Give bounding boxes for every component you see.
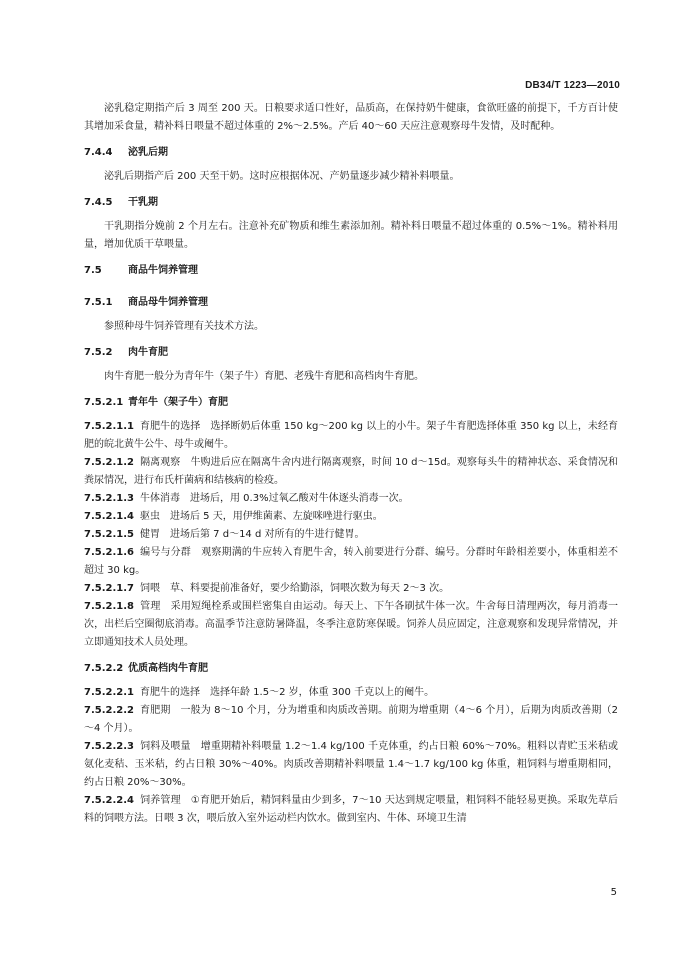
clause-text: 育肥牛的选择 选择断奶后体重 150 kg～200 kg 以上的小牛。架子牛育肥选择体重 350 kg 以上，未经育肥的皖北黄牛公牛、母牛或阉牛。 bbox=[84, 421, 618, 450]
clause-item bbox=[84, 490, 618, 508]
section-heading bbox=[84, 294, 618, 312]
clause-text: 管理 采用短绳栓系或围栏密集自由运动。每天上、下午各刷拭牛体一次。牛舍每日清理两次，每月消毒一次，出栏后空圈彻底消毒。高温季节注意防暑降温，冬季注意防寒保暖。饲养人员应固定，注意观察和发现异常情况，并立即通知技术人员处理。 bbox=[84, 601, 618, 648]
clause-number: 7.5.2.1.6 bbox=[84, 547, 134, 558]
clause-text: 驱虫 进场后 5 天，用伊维菌素、左旋咪唑进行驱虫。 bbox=[140, 511, 383, 522]
section-number: 7.5 bbox=[84, 265, 102, 276]
paragraph: 干乳期指分娩前 2 个月左右。注意补充矿物质和维生素添加剂。精补料日喂量不超过体重的 0.5%～1%。精补料用量，增加优质干草喂量。 bbox=[84, 221, 618, 250]
section-number: 7.5.2.1 bbox=[84, 397, 124, 408]
clause-number: 7.5.2.1.5 bbox=[84, 529, 134, 540]
section-heading bbox=[84, 194, 618, 212]
section-heading bbox=[84, 394, 618, 412]
paragraph: 参照种母牛饲养管理有关技术方法。 bbox=[104, 321, 264, 332]
section-title: 肉牛育肥 bbox=[128, 347, 168, 358]
clause-text: 编号与分群 观察期满的牛应转入育肥牛舍，转入前要进行分群、编号。分群时年龄相差要小，体重相差不超过 30 kg。 bbox=[84, 547, 618, 576]
clause-item bbox=[84, 580, 618, 598]
section-title: 青年牛（架子牛）育肥 bbox=[128, 397, 228, 408]
clause-number: 7.5.2.2.4 bbox=[84, 795, 134, 806]
clause-number: 7.5.2.1.7 bbox=[84, 583, 134, 594]
clause-item bbox=[84, 738, 618, 792]
section-heading bbox=[84, 144, 618, 162]
clause-number: 7.5.2.1.3 bbox=[84, 493, 134, 504]
clause-number: 7.5.2.2.3 bbox=[84, 741, 134, 752]
clause-item bbox=[84, 544, 618, 580]
paragraph: 肉牛育肥一般分为青年牛（架子牛）育肥、老残牛育肥和高档肉牛育肥。 bbox=[104, 371, 424, 382]
section-number: 7.5.2.2 bbox=[84, 663, 124, 674]
clause-number: 7.5.2.1.1 bbox=[84, 421, 134, 432]
section-number: 7.5.1 bbox=[84, 297, 113, 308]
clause-item bbox=[84, 526, 618, 544]
clause-item bbox=[84, 702, 618, 738]
paragraph: 泌乳后期指产后 200 天至干奶。这时应根据体况、产奶量逐步减少精补料喂量。 bbox=[104, 171, 460, 182]
clause-item bbox=[84, 598, 618, 652]
clause-item bbox=[84, 792, 618, 828]
clause-text: 育肥牛的选择 选择年龄 1.5～2 岁，体重 300 千克以上的阉牛。 bbox=[140, 687, 435, 698]
section-title: 优质高档肉牛育肥 bbox=[128, 663, 208, 674]
document-body bbox=[84, 100, 618, 828]
clause-number: 7.5.2.2.2 bbox=[84, 705, 134, 716]
clause-item bbox=[84, 508, 618, 526]
clause-text: 牛体消毒 进场后，用 0.3%过氧乙酸对牛体逐头消毒一次。 bbox=[140, 493, 409, 504]
section-number: 7.4.4 bbox=[84, 147, 113, 158]
clause-number: 7.5.2.1.8 bbox=[84, 601, 134, 612]
section-title: 泌乳后期 bbox=[128, 147, 168, 158]
clause-text: 饲料及喂量 增重期精补料喂量 1.2～1.4 kg/100 千克体重，约占日粮 60%～70%。粗料以青贮玉米秸或氨化麦秸、玉米秸，约占日粮 30%～40%。肉质改善期精补料喂量 1.4～1.7 kg/100 kg 体重，粗饲料与增重期相同，约占日粮 20%～30%。 bbox=[84, 741, 618, 788]
clause-number: 7.5.2.1.4 bbox=[84, 511, 134, 522]
section-heading bbox=[84, 344, 618, 362]
clause-item bbox=[84, 418, 618, 454]
section-number: 7.5.2 bbox=[84, 347, 113, 358]
section-number: 7.4.5 bbox=[84, 197, 113, 208]
clause-text: 隔离观察 牛购进后应在隔离牛舍内进行隔离观察，时间 10 d～15d。观察每头牛的精神状态、采食情况和粪尿情况，进行布氏杆菌病和结核病的检疫。 bbox=[84, 457, 618, 486]
section-title: 干乳期 bbox=[128, 197, 158, 208]
clause-text: 饲养管理 ①育肥开始后，精饲料量由少到多，7～10 天达到规定喂量，粗饲料不能轻易更换。采取先草后料的饲喂方法。日喂 3 次，喂后放入室外运动栏内饮水。做到室内、牛体、环境卫生清 bbox=[84, 795, 618, 824]
clause-text: 育肥期 一般为 8～10 个月，分为增重和肉质改善期。前期为增重期（4～6 个月），后期为肉质改善期（2～4 个月）。 bbox=[84, 705, 618, 734]
clause-number: 7.5.2.1.2 bbox=[84, 457, 134, 468]
paragraph: 泌乳稳定期指产后 3 周至 200 天。日粮要求适口性好，品质高，在保持奶牛健康，食欲旺盛的前提下，千方百计使其增加采食量，精补料日喂量不超过体重的 2%～2.5%。产后 40～60 天应注意观察母牛发情，及时配种。 bbox=[84, 103, 618, 132]
clause-item bbox=[84, 454, 618, 490]
clause-number: 7.5.2.2.1 bbox=[84, 687, 134, 698]
section-title: 商品母牛饲养管理 bbox=[128, 297, 208, 308]
section-heading bbox=[84, 660, 618, 678]
page-number: 5 bbox=[610, 887, 617, 898]
clause-text: 饲喂 草、料要提前准备好，要少给勤添，饲喂次数为每天 2～3 次。 bbox=[140, 583, 450, 594]
clause-item bbox=[84, 684, 618, 702]
section-heading bbox=[84, 262, 618, 280]
document-code: DB34/T 1223—2010 bbox=[525, 80, 620, 91]
section-title: 商品牛饲养管理 bbox=[128, 265, 198, 276]
clause-text: 健胃 进场后第 7 d～14 d 对所有的牛进行健胃。 bbox=[140, 529, 365, 540]
